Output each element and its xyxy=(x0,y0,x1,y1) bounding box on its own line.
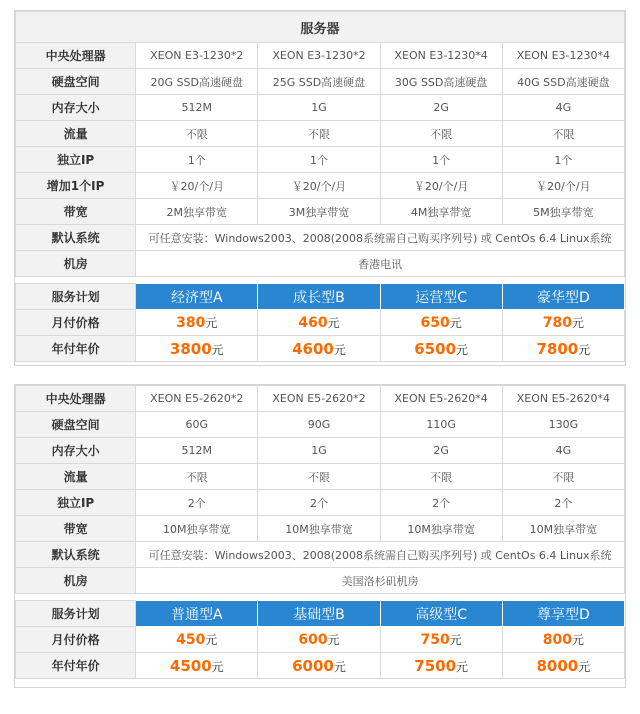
row-label: 年付年价 xyxy=(16,653,136,679)
row-label: 默认系统 xyxy=(16,542,136,568)
row-label: 月付价格 xyxy=(16,627,136,653)
spec-cell: 25G SSD高速硬盘 xyxy=(258,69,380,95)
spec-cell: 1个 xyxy=(380,147,502,173)
price-row-monthly xyxy=(16,627,625,653)
price-row-yearly xyxy=(16,653,625,679)
row-label: 硬盘空间 xyxy=(16,412,136,438)
price-unit: 元 xyxy=(571,633,584,647)
spec-cell: 不限 xyxy=(380,464,502,490)
price-value: 4500 xyxy=(169,656,212,675)
row-label: 独立IP xyxy=(16,147,136,173)
price-cell xyxy=(136,310,258,336)
row-label: 机房 xyxy=(16,568,136,594)
system-text: 可任意安装：Windows2003、2008(2008系统需自己购买序列号) 或 CentOs 6.4 Linux系统 xyxy=(136,225,625,251)
spec-cell: 3M独享带宽 xyxy=(258,199,380,225)
row-label: 月付价格 xyxy=(16,310,136,336)
server-table-hongkong xyxy=(14,10,626,366)
spec-cell: XEON E3-1230*4 xyxy=(502,43,624,69)
price-cell xyxy=(258,336,380,362)
spec-cell: ￥20/个/月 xyxy=(136,173,258,199)
spec-cell: 60G xyxy=(136,412,258,438)
table-row xyxy=(16,69,625,95)
spec-cell: XEON E3-1230*2 xyxy=(258,43,380,69)
row-label: 默认系统 xyxy=(16,225,136,251)
table-row xyxy=(16,43,625,69)
plan-header[interactable]: 基础型B xyxy=(258,601,380,627)
table-row xyxy=(16,464,625,490)
spec-cell: 10M独享带宽 xyxy=(380,516,502,542)
price-unit: 元 xyxy=(449,316,462,330)
spec-cell: XEON E5-2620*2 xyxy=(136,386,258,412)
price-unit: 元 xyxy=(578,659,591,674)
spec-cell: 20G SSD高速硬盘 xyxy=(136,69,258,95)
price-value: 750 xyxy=(420,632,450,648)
row-label: 流量 xyxy=(16,464,136,490)
spec-cell: 4M独享带宽 xyxy=(380,199,502,225)
table-row xyxy=(16,412,625,438)
price-value: 7500 xyxy=(414,656,457,675)
price-value: 380 xyxy=(176,315,206,331)
spec-cell: 1个 xyxy=(502,147,624,173)
spec-cell: 不限 xyxy=(136,464,258,490)
table-row xyxy=(16,438,625,464)
row-label: 服务计划 xyxy=(16,284,136,310)
system-text: 可任意安装：Windows2003、2008(2008系统需自己购买序列号) 或 CentOs 6.4 Linux系统 xyxy=(136,542,625,568)
spec-cell: ￥20/个/月 xyxy=(380,173,502,199)
price-unit: 元 xyxy=(211,659,224,674)
table-row xyxy=(16,251,625,277)
table-row xyxy=(16,95,625,121)
price-unit: 元 xyxy=(578,342,591,357)
spec-cell: 512M xyxy=(136,95,258,121)
spec-cell: 4G xyxy=(502,438,624,464)
spec-cell: 90G xyxy=(258,412,380,438)
spec-cell: 不限 xyxy=(258,464,380,490)
table-row xyxy=(16,490,625,516)
spec-cell: 不限 xyxy=(380,121,502,147)
price-unit: 元 xyxy=(327,633,340,647)
row-label: 增加1个IP xyxy=(16,173,136,199)
price-cell xyxy=(502,627,624,653)
price-unit: 元 xyxy=(327,316,340,330)
spec-cell: 1个 xyxy=(136,147,258,173)
table-row xyxy=(16,386,625,412)
row-label: 服务计划 xyxy=(16,601,136,627)
spec-cell: 不限 xyxy=(502,464,624,490)
row-label: 机房 xyxy=(16,251,136,277)
plan-row xyxy=(16,601,625,627)
price-cell xyxy=(258,627,380,653)
datacenter-text: 美国洛杉矶机房 xyxy=(136,568,625,594)
price-value: 780 xyxy=(542,315,572,331)
row-label: 中央处理器 xyxy=(16,386,136,412)
price-cell xyxy=(502,653,624,679)
spec-cell: 10M独享带宽 xyxy=(136,516,258,542)
price-unit: 元 xyxy=(205,316,218,330)
spec-table xyxy=(15,385,625,679)
spec-cell: 2G xyxy=(380,95,502,121)
spec-cell: 4G xyxy=(502,95,624,121)
row-label: 带宽 xyxy=(16,516,136,542)
row-label: 中央处理器 xyxy=(16,43,136,69)
spec-cell: 不限 xyxy=(258,121,380,147)
price-unit: 元 xyxy=(456,342,469,357)
price-value: 8000 xyxy=(536,656,579,675)
datacenter-text: 香港电讯 xyxy=(136,251,625,277)
price-row-yearly xyxy=(16,336,625,362)
price-value: 3800 xyxy=(169,339,212,358)
price-cell xyxy=(380,310,502,336)
price-cell xyxy=(136,627,258,653)
row-label: 硬盘空间 xyxy=(16,69,136,95)
row-label: 带宽 xyxy=(16,199,136,225)
plan-header[interactable]: 普通型A xyxy=(136,601,258,627)
price-cell xyxy=(258,310,380,336)
plan-header[interactable]: 豪华型D xyxy=(502,284,624,310)
spec-cell: 10M独享带宽 xyxy=(502,516,624,542)
price-cell xyxy=(136,336,258,362)
price-cell xyxy=(380,653,502,679)
table-row xyxy=(16,516,625,542)
spec-cell: 1G xyxy=(258,438,380,464)
plan-header[interactable]: 运营型C xyxy=(380,284,502,310)
spec-cell: 110G xyxy=(380,412,502,438)
spec-cell: 1个 xyxy=(258,147,380,173)
spec-cell: 40G SSD高速硬盘 xyxy=(502,69,624,95)
table-row xyxy=(16,199,625,225)
table-row xyxy=(16,542,625,568)
spec-cell: ￥20/个/月 xyxy=(258,173,380,199)
price-cell xyxy=(380,336,502,362)
page-title: 服务器 xyxy=(16,12,625,43)
spec-cell: 2个 xyxy=(380,490,502,516)
spec-cell: 512M xyxy=(136,438,258,464)
row-label: 独立IP xyxy=(16,490,136,516)
row-label: 内存大小 xyxy=(16,438,136,464)
row-label: 流量 xyxy=(16,121,136,147)
table-row xyxy=(16,121,625,147)
spec-cell: 130G xyxy=(502,412,624,438)
price-value: 6000 xyxy=(292,656,334,675)
spec-cell: XEON E3-1230*4 xyxy=(380,43,502,69)
price-value: 650 xyxy=(420,315,450,331)
price-value: 6500 xyxy=(414,339,457,358)
price-value: 450 xyxy=(176,632,206,648)
spec-cell: 30G SSD高速硬盘 xyxy=(380,69,502,95)
price-unit: 元 xyxy=(456,659,469,674)
table-row xyxy=(16,568,625,594)
spec-cell: XEON E5-2620*2 xyxy=(258,386,380,412)
table-row xyxy=(16,173,625,199)
price-cell xyxy=(502,310,624,336)
spec-cell: 不限 xyxy=(136,121,258,147)
spec-cell: ￥20/个/月 xyxy=(502,173,624,199)
price-value: 460 xyxy=(298,315,328,331)
table-row xyxy=(16,147,625,173)
price-unit: 元 xyxy=(333,659,346,674)
spec-cell: 2个 xyxy=(502,490,624,516)
spec-cell: 2个 xyxy=(136,490,258,516)
price-cell xyxy=(380,627,502,653)
spec-cell: 10M独享带宽 xyxy=(258,516,380,542)
server-table-losangeles xyxy=(14,384,626,688)
price-unit: 元 xyxy=(571,316,584,330)
plan-row xyxy=(16,284,625,310)
spec-cell: XEON E5-2620*4 xyxy=(502,386,624,412)
price-cell xyxy=(136,653,258,679)
price-unit: 元 xyxy=(449,633,462,647)
price-row-monthly xyxy=(16,310,625,336)
price-value: 4600 xyxy=(292,339,334,358)
price-value: 7800 xyxy=(536,339,579,358)
price-unit: 元 xyxy=(211,342,224,357)
row-label: 年付年价 xyxy=(16,336,136,362)
spec-cell: 5M独享带宽 xyxy=(502,199,624,225)
plan-header[interactable]: 成长型B xyxy=(258,284,380,310)
plan-header[interactable]: 高级型C xyxy=(380,601,502,627)
spec-table xyxy=(15,11,625,362)
price-value: 600 xyxy=(298,632,328,648)
spec-cell: 1G xyxy=(258,95,380,121)
price-value: 800 xyxy=(542,632,572,648)
price-cell xyxy=(258,653,380,679)
row-label: 内存大小 xyxy=(16,95,136,121)
spec-cell: 2M独享带宽 xyxy=(136,199,258,225)
spec-cell: 不限 xyxy=(502,121,624,147)
table-row xyxy=(16,225,625,251)
price-cell xyxy=(502,336,624,362)
spec-cell: XEON E5-2620*4 xyxy=(380,386,502,412)
spec-cell: XEON E3-1230*2 xyxy=(136,43,258,69)
spec-cell: 2个 xyxy=(258,490,380,516)
plan-header[interactable]: 尊享型D xyxy=(502,601,624,627)
price-unit: 元 xyxy=(333,342,346,357)
spec-cell: 2G xyxy=(380,438,502,464)
price-unit: 元 xyxy=(205,633,218,647)
plan-header[interactable]: 经济型A xyxy=(136,284,258,310)
